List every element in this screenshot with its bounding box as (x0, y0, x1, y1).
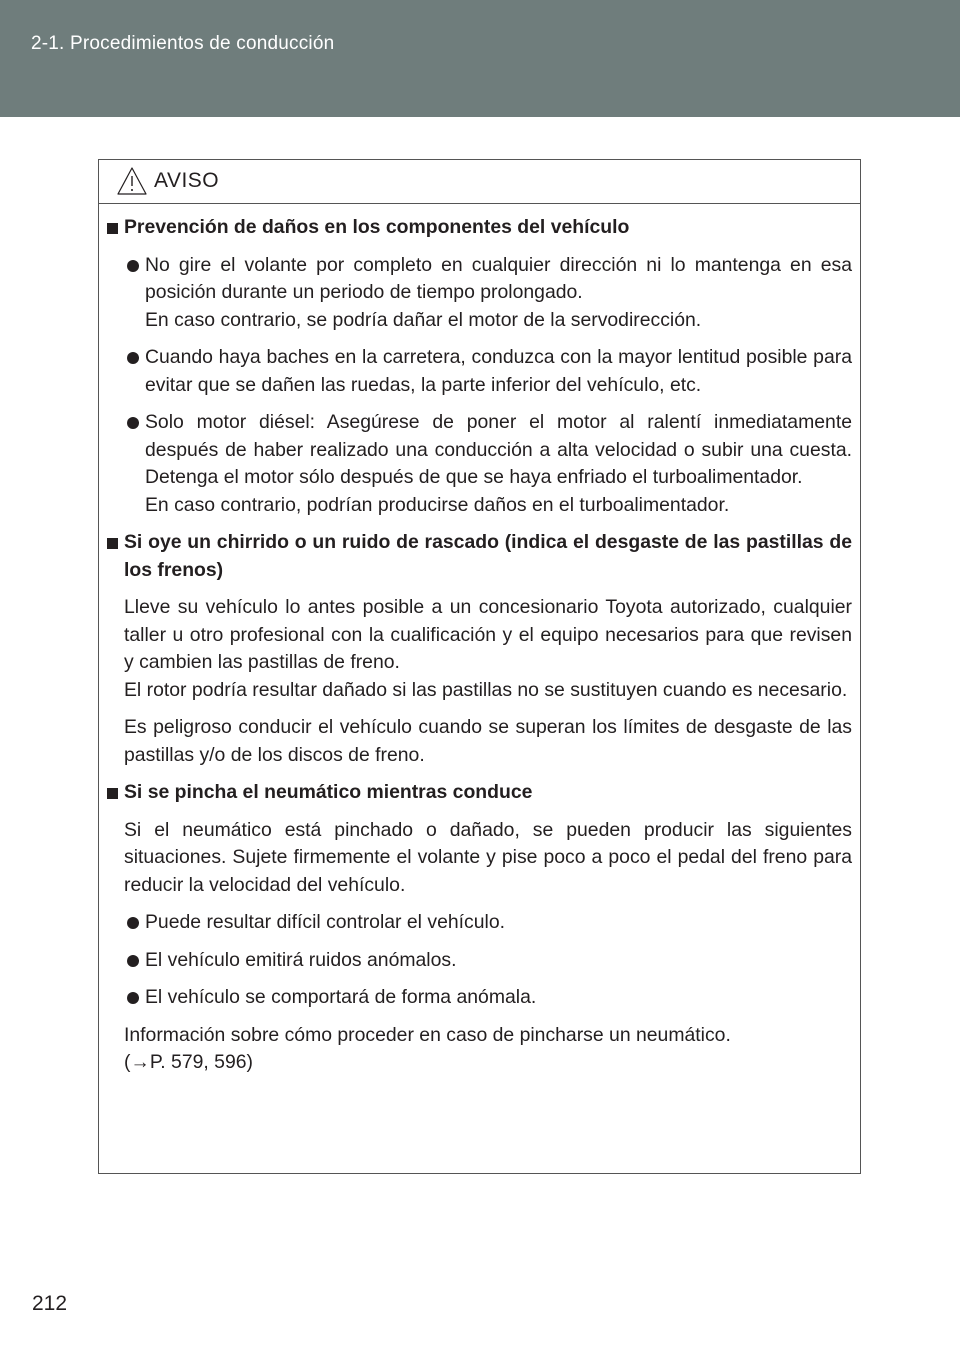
square-bullet-icon (107, 538, 118, 549)
paragraph (107, 714, 852, 769)
list-item (107, 409, 852, 519)
bullet-text: El vehículo se comportará de forma anómala. (145, 986, 537, 1008)
page-number: 212 (32, 1292, 68, 1315)
warning-triangle-icon (116, 166, 148, 196)
bullet-text: En caso contrario, podrían producirse daños en el turboalimentador. (145, 493, 730, 516)
section-vehicle-damage (107, 214, 852, 519)
bullet-text: En caso contrario, se podría dañar el motor de la servodirección. (145, 308, 702, 331)
paragraph-text: Es peligroso conducir el vehículo cuando se superan los límites de desgaste de las pastillas y/o de los discos de freno. (124, 716, 852, 766)
bullet-text: El vehículo emitirá ruidos anómalos. (145, 948, 457, 971)
square-bullet-icon (107, 788, 118, 799)
notice-header (99, 160, 860, 204)
section-title-brake-pads: Si oye un chirrido o un ruido de rascado (indica el desgaste de las pastillas de los frenos) (107, 529, 852, 584)
section-brake-pads (107, 529, 852, 769)
list-item (107, 252, 852, 335)
notice-body (99, 204, 860, 1077)
section-title-vehicle-damage: Prevención de daños en los componentes del vehículo (107, 214, 852, 242)
paragraph (107, 1022, 852, 1077)
list-item (107, 984, 852, 1012)
bullet-text: No gire el volante por completo en cualquier dirección ni lo mantenga en esa posición durante un periodo de tiempo prolongado. (145, 253, 852, 303)
round-bullet-icon (127, 260, 139, 272)
round-bullet-icon (127, 992, 139, 1004)
section-title: 2-1. Procedimientos de conducción (31, 33, 335, 54)
section-title-flat-tire: Si se pincha el neumático mientras conduce (107, 779, 852, 807)
chapter-header-bar (0, 0, 960, 117)
notice-label: AVISO (154, 169, 220, 192)
round-bullet-icon (127, 955, 139, 967)
paragraph-text: Información sobre cómo proceder en caso de pincharse un neumático. (124, 1023, 731, 1046)
bullet-text: Cuando haya baches en la carretera, conduzca con la mayor lentitud posible para evitar que se dañen las ruedas, la parte inferior del vehículo, etc. (145, 346, 852, 396)
round-bullet-icon (127, 352, 139, 364)
round-bullet-icon (127, 917, 139, 929)
square-bullet-icon (107, 223, 118, 234)
round-bullet-icon (127, 417, 139, 429)
paragraph-text: El rotor podría resultar dañado si las pastillas no se sustituyen cuando es necesario. (124, 678, 848, 701)
paragraph-text: Lleve su vehículo lo antes posible a un concesionario Toyota autorizado, cualquier taller u otro profesional con la cualificación y el equipo necesarios para que revisen y cambien las pastillas de freno. (124, 596, 852, 673)
bullet-text: Puede resultar difícil controlar el vehículo. (145, 911, 505, 933)
page-reference: (→P. 579, 596) (124, 1051, 253, 1073)
list-item (107, 909, 852, 937)
section-flat-tire (107, 779, 852, 1077)
paragraph: Si el neumático está pinchado o dañado, se pueden producir las siguientes situaciones. Sujete firmemente el volante y pise poco a poco el pedal del freno para reducir la velocidad del vehículo. (124, 818, 852, 896)
bullet-text: Solo motor diésel: Asegúrese de poner el motor al ralentí inmediatamente después de haber realizado una conducción a alta velocidad o subir una cuesta. Detenga el motor sólo después de que se haya enfriado el turboalimentador. (145, 411, 852, 488)
list-item (107, 344, 852, 399)
warning-notice-box (98, 159, 861, 1174)
list-item (107, 947, 852, 975)
paragraph (107, 594, 852, 704)
